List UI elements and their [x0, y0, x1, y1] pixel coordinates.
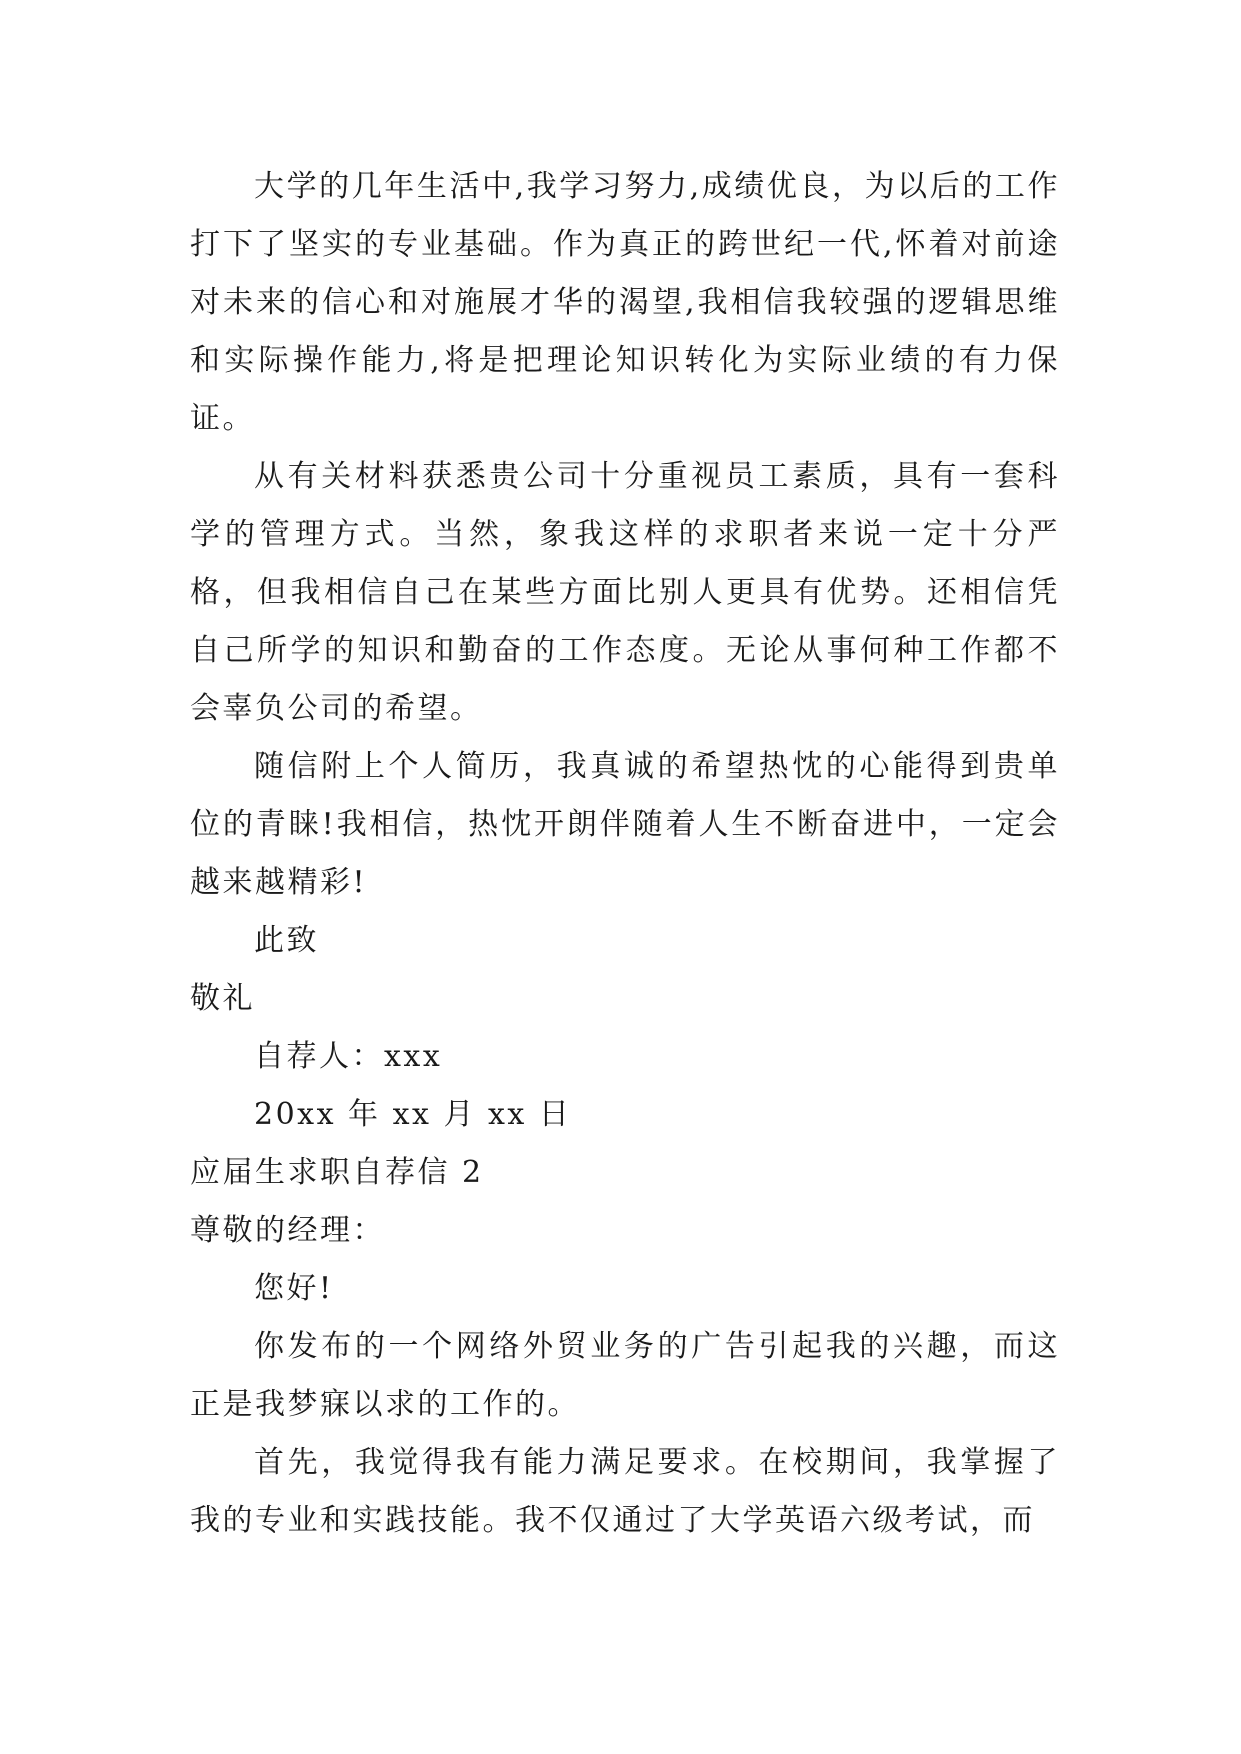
date-line: 20xx 年 xx 月 xx 日	[254, 1097, 572, 1132]
body-paragraph: 你发布的一个网络外贸业务的广告引起我的兴趣，而这正是我梦寐以求的工作的。	[190, 1329, 1060, 1422]
body-paragraph: 随信附上个人简历，我真诚的希望热忱的心能得到贵单位的青睐!我相信，热忱开朗伴随着人生不断奋进中，一定会越来越精彩!	[190, 749, 1060, 900]
body-paragraph: 从有关材料获悉贵公司十分重视员工素质，具有一套科学的管理方式。当然，象我这样的求职者来说一定十分严格，但我相信自己在某些方面比别人更具有优势。还相信凭自己所学的知识和勤奋的工作态度。无论从事何种工作都不会辜负公司的希望。	[190, 459, 1060, 726]
salute-text: 敬礼	[190, 981, 255, 1016]
section-title: 应届生求职自荐信 2	[190, 1155, 484, 1190]
document-page	[190, 158, 1060, 1550]
greeting-line: 尊敬的经理：	[190, 1213, 385, 1248]
body-paragraph: 大学的几年生活中,我学习努力,成绩优良，为以后的工作打下了坚实的专业基础。作为真正的跨世纪一代,怀着对前途对未来的信心和对施展才华的渴望,我相信我较强的逻辑思维和实际操作能力,将是把理论知识转化为实际业绩的有力保证。	[190, 169, 1060, 436]
hello-line: 您好!	[254, 1271, 334, 1306]
closing-text: 此致	[254, 923, 319, 958]
body-paragraph: 首先，我觉得我有能力满足要求。在校期间，我掌握了我的专业和实践技能。我不仅通过了大学英语六级考试，而	[190, 1445, 1060, 1538]
signer-line: 自荐人：xxx	[254, 1039, 443, 1074]
